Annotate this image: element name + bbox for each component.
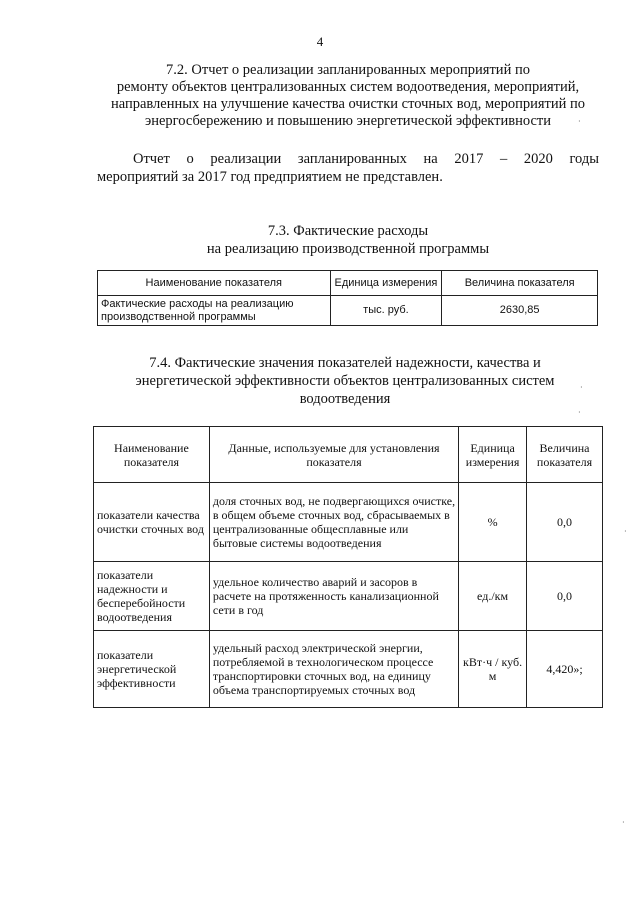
report-paragraph-line: мероприятий за 2017 год предприятием не представлен. xyxy=(97,169,443,185)
table-header-row xyxy=(98,271,598,296)
column-header: Величина показателя xyxy=(442,271,598,296)
column-header: Данные, используемые для установления показателя xyxy=(209,427,458,483)
section-7-2-title-line: направленных на улучшение качества очистки сточных вод, мероприятий по xyxy=(110,96,586,112)
section-7-2-title-line: 7.2. Отчет о реализации запланированных мероприятий по xyxy=(166,62,530,78)
indicator-name: Фактические расходы на реализацию производственной программы xyxy=(98,296,331,326)
expenses-table xyxy=(97,270,598,326)
indicator-data: удельный расход электрической энергии, потребляемой в технологическом процессе транспортировки сточных вод, на единицу объема транспортируемых сточных вод xyxy=(209,631,458,708)
indicator-name: показатели качества очистки сточных вод xyxy=(94,483,210,562)
scan-speck: · xyxy=(624,527,627,536)
report-paragraph xyxy=(97,150,599,186)
section-7-4-title-line: энергетической эффективности объектов централизованных систем xyxy=(135,373,555,389)
column-header: Наименование показателя xyxy=(94,427,210,483)
section-7-2-title-line: энергосбережению и повышению энергетической эффективности xyxy=(145,113,551,129)
indicator-unit: ед./км xyxy=(459,562,527,631)
table-header-row xyxy=(94,427,603,483)
table-row xyxy=(94,562,603,631)
indicator-value: 4,420»; xyxy=(527,631,603,708)
scan-speck: · xyxy=(580,383,583,392)
page-number: 4 xyxy=(316,34,324,49)
table-row xyxy=(98,296,598,326)
section-7-4-title xyxy=(80,354,610,408)
section-7-3-title-line: 7.3. Фактические расходы xyxy=(267,223,429,239)
column-header: Величина показателя xyxy=(527,427,603,483)
scan-speck: · xyxy=(578,117,581,126)
scan-speck: · xyxy=(578,408,581,417)
indicator-unit: тыс. руб. xyxy=(330,296,442,326)
indicator-name: показатели энергетической эффективности xyxy=(94,631,210,708)
indicator-unit: % xyxy=(459,483,527,562)
indicator-name: показатели надежности и бесперебойности водоотведения xyxy=(94,562,210,631)
column-header: Единица измерения xyxy=(459,427,527,483)
section-7-2-title-line: ремонту объектов централизованных систем водоотведения, мероприятий, xyxy=(116,79,580,95)
section-7-2-title xyxy=(97,62,599,130)
column-header: Наименование показателя xyxy=(98,271,331,296)
section-7-3-title-line: на реализацию производственной программы xyxy=(206,241,490,257)
report-paragraph-line: Отчет о реализации запланированных на 2017 – 2020 годы xyxy=(133,151,599,167)
section-7-3-title xyxy=(97,222,599,258)
section-7-4-title-line: водоотведения xyxy=(299,391,391,407)
scan-speck: · xyxy=(622,818,625,827)
indicator-unit: кВт·ч / куб. м xyxy=(459,631,527,708)
indicator-value: 0,0 xyxy=(527,562,603,631)
indicator-value: 2630,85 xyxy=(442,296,598,326)
table-row xyxy=(94,483,603,562)
indicator-value: 0,0 xyxy=(527,483,603,562)
table-row xyxy=(94,631,603,708)
indicator-data: доля сточных вод, не подвергающихся очистке, в общем объеме сточных вод, сбрасываемых в централизованные общесплавные или бытовые системы водоотведения xyxy=(209,483,458,562)
column-header: Единица измерения xyxy=(330,271,442,296)
indicators-table xyxy=(93,426,603,708)
section-7-4-title-line: 7.4. Фактические значения показателей надежности, качества и xyxy=(149,355,541,371)
indicator-data: удельное количество аварий и засоров в расчете на протяженность канализационной сети в год xyxy=(209,562,458,631)
